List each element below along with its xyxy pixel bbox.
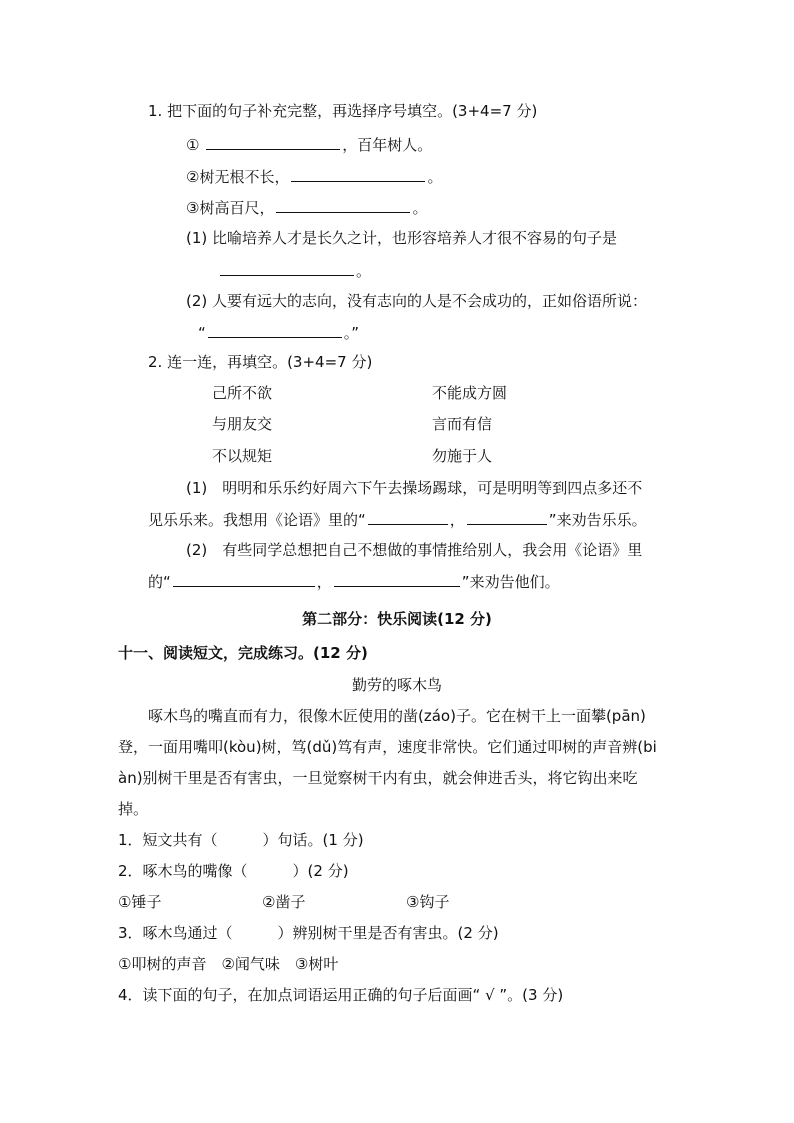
- q2-sub-2-line-2: [148, 571, 560, 592]
- story-para-line-2: 登，一面用嘴叩(kòu)树，笃(dǔ)笃有声，速度非常快。它们通过叩树的声音辨(bi: [118, 738, 657, 756]
- q1-title: 1. 把下面的句子补充完整，再选择序号填空。(3+4=7 分): [148, 102, 538, 120]
- story-para-line-4: 掉。: [118, 800, 149, 818]
- q1-item-2: [186, 166, 442, 187]
- q1-item-2-blank[interactable]: [291, 166, 425, 182]
- reading-q1: 1．短文共有（ ）句话。(1 分): [118, 831, 364, 849]
- story-para-line-1: 啄木鸟的嘴直而有力，很像木匠使用的凿(záo)子。它在树干上一面攀(pān): [148, 707, 646, 725]
- story-title: 勤劳的啄木鸟: [351, 676, 442, 694]
- q2-sub-1-blank-2[interactable]: [467, 509, 547, 525]
- q1-sub-2-open: “: [198, 324, 206, 342]
- q1-sub-2-answer: [198, 322, 359, 343]
- q1-item-1-prefix: ①: [186, 136, 200, 154]
- q1-sub-1-end: 。: [356, 262, 372, 280]
- q1-sub-1: (1) 比喻培养人才是长久之计，也形容培养人才很不容易的句子是: [186, 229, 618, 247]
- part-2-heading: 第二部分：快乐阅读(12 分): [302, 610, 492, 628]
- q2-sub-2-blank-2[interactable]: [334, 571, 460, 587]
- q2-left-0[interactable]: 己所不欲: [212, 384, 273, 402]
- reading-q2-option-1[interactable]: ①锤子: [118, 893, 162, 911]
- q2-sub-2-text-c: ”来劝告他们。: [461, 573, 560, 591]
- q2-right-0[interactable]: 不能成方圆: [432, 384, 508, 402]
- q1-item-3-blank[interactable]: [276, 197, 410, 213]
- q1-sub-1-blank[interactable]: [220, 260, 354, 276]
- q1-sub-2: (2) 人要有远大的志向，没有志向的人是不会成功的，正如俗语所说：: [186, 292, 648, 310]
- q1-item-2-prefix: ②树无根不长，: [186, 168, 290, 186]
- q2-sub-1-text-a: 见乐乐来。我想用《论语》里的“: [148, 511, 366, 529]
- q2-sub-1-text-b: ，: [449, 511, 465, 529]
- q2-sub-1-blank-1[interactable]: [368, 509, 448, 525]
- reading-q2-option-2[interactable]: ②凿子: [262, 893, 306, 911]
- story-para-line-3: àn)别树干里是否有害虫，一旦觉察树干内有虫，就会伸进舌头，将它钩出来吃: [118, 769, 638, 787]
- q2-sub-1-text-c: ”来劝告乐乐。: [548, 511, 647, 529]
- q1-sub-2-close: 。”: [343, 324, 360, 342]
- q2-left-2[interactable]: 不以规矩: [212, 447, 273, 465]
- reading-q2-option-3[interactable]: ③钩子: [406, 893, 450, 911]
- reading-q4: 4．读下面的句子，在加点词语运用正确的句子后面画“ √ ”。(3 分): [118, 986, 564, 1004]
- q2-sub-2-text-a: 的“: [148, 573, 171, 591]
- reading-q2: 2．啄木鸟的嘴像（ ）(2 分): [118, 862, 349, 880]
- q1-sub-2-blank[interactable]: [208, 322, 342, 338]
- q1-item-3-prefix: ③树高百尺，: [186, 199, 275, 217]
- q1-item-3: [186, 197, 427, 218]
- q1-item-1: [186, 134, 432, 155]
- section-11-heading: 十一、阅读短文，完成练习。(12 分): [118, 644, 368, 662]
- q2-sub-2-text-b: ，: [316, 573, 332, 591]
- reading-q3-options: ①叩树的声音 ②闻气味 ③树叶: [118, 955, 339, 973]
- q2-title: 2. 连一连，再填空。(3+4=7 分): [148, 353, 373, 371]
- q2-sub-2-line-1: (2) 有些同学总想把自己不想做的事情推给别人，我会用《论语》里: [186, 541, 643, 559]
- q1-sub-1-answer: [218, 260, 371, 281]
- q2-sub-1-line-1: (1) 明明和乐乐约好周六下午去操场踢球，可是明明等到四点多还不: [186, 479, 643, 497]
- q2-right-2[interactable]: 勿施于人: [432, 447, 493, 465]
- q2-left-1[interactable]: 与朋友交: [212, 415, 273, 433]
- q2-right-1[interactable]: 言而有信: [432, 415, 493, 433]
- q1-item-1-blank[interactable]: [206, 134, 340, 150]
- q1-item-2-suffix: 。: [427, 168, 443, 186]
- q1-item-1-suffix: ，百年树人。: [342, 136, 433, 154]
- reading-q3: 3．啄木鸟通过（ ）辨别树干里是否有害虫。(2 分): [118, 924, 499, 942]
- q2-sub-1-line-2: [148, 509, 647, 530]
- q1-item-3-suffix: 。: [412, 199, 428, 217]
- q2-sub-2-blank-1[interactable]: [173, 571, 315, 587]
